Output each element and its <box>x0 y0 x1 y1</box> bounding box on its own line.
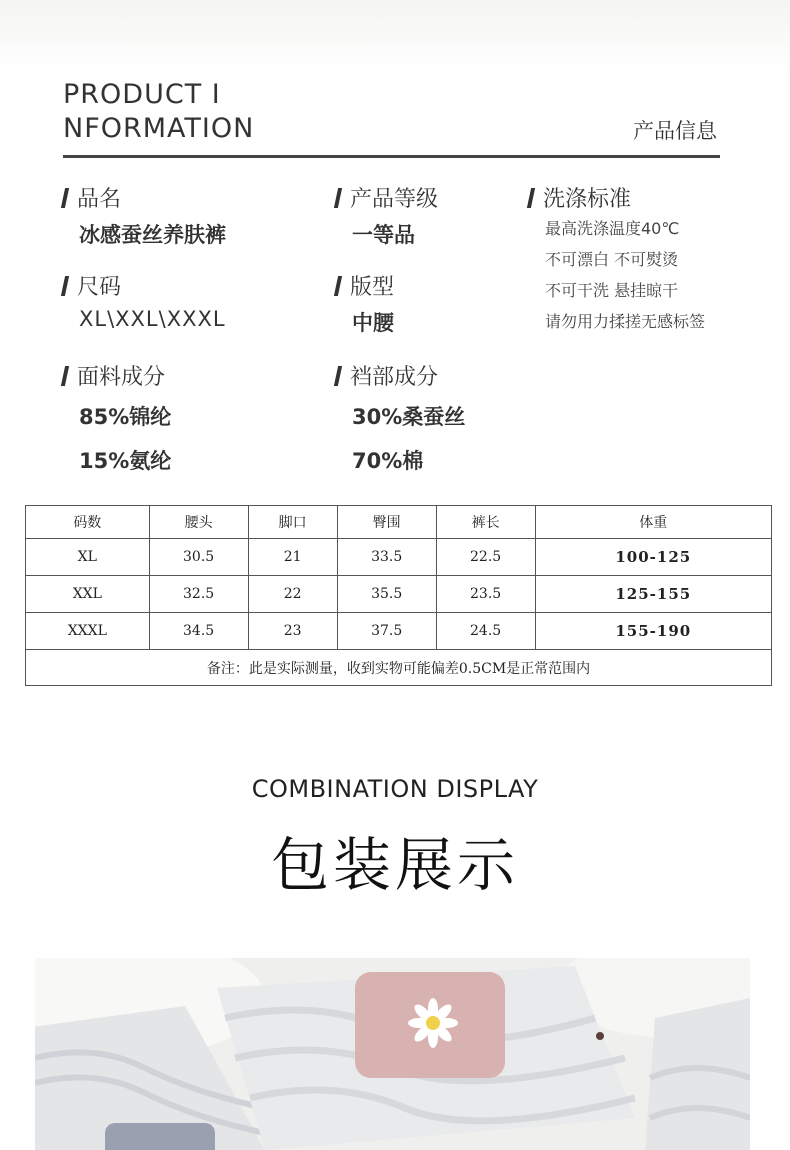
table-cell: XXL <box>26 576 150 613</box>
info-fabric <box>63 360 171 475</box>
table-note-row <box>26 650 772 686</box>
grade-value: 一等品 <box>352 223 415 247</box>
daisy-icon <box>408 998 458 1048</box>
table-row <box>26 613 772 650</box>
info-fit <box>336 270 394 337</box>
care-line: 不可漂白 不可熨烫 <box>545 250 679 269</box>
fit-value: 中腰 <box>352 311 394 335</box>
fit-label: 版型 <box>350 275 395 300</box>
care-line: 最高洗涤温度40℃ <box>545 219 680 238</box>
table-note: 备注：此是实际测量，收到实物可能偏差0.5CM是正常范围内 <box>26 650 772 686</box>
label-bar-icon <box>527 188 535 208</box>
crotch-value-2: 70%棉 <box>352 449 424 473</box>
table-cell: XXXL <box>26 613 150 650</box>
table-cell: XL <box>26 539 150 576</box>
table-header: 码数 <box>26 506 150 539</box>
label-bar-icon <box>61 366 69 386</box>
care-instructions <box>545 218 705 342</box>
info-grade <box>336 182 438 249</box>
info-crotch <box>336 360 465 475</box>
table-cell: 155-190 <box>535 613 771 650</box>
table-cell: 30.5 <box>149 539 248 576</box>
packaging-photo <box>35 958 750 1150</box>
combination-title-cn: 包装展示 <box>270 831 519 899</box>
size-label: 尺码 <box>77 275 122 300</box>
table-cell: 35.5 <box>337 576 436 613</box>
fabric-value-1: 85%锦纶 <box>79 405 172 429</box>
care-line: 不可干洗 悬挂晾干 <box>545 281 679 300</box>
table-cell: 23 <box>248 613 337 650</box>
table-cell: 22.5 <box>436 539 535 576</box>
table-cell: 32.5 <box>149 576 248 613</box>
table-cell: 125-155 <box>535 576 771 613</box>
table-row <box>26 539 772 576</box>
name-value: 冰感蚕丝养肤裤 <box>79 223 226 247</box>
crotch-label: 裆部成分 <box>350 365 439 390</box>
title-en-line2: NFORMATION <box>63 113 255 144</box>
label-bar-icon <box>334 366 342 386</box>
label-bar-icon <box>334 276 342 296</box>
table-cell: 100-125 <box>535 539 771 576</box>
table-row <box>26 576 772 613</box>
size-value: XL\XXL\XXXL <box>79 307 226 331</box>
table-cell: 23.5 <box>436 576 535 613</box>
info-size <box>63 270 226 331</box>
page-title-cn: 产品信息 <box>633 119 717 143</box>
care-line: 请勿用力揉搓无感标签 <box>545 312 706 331</box>
page-title-en <box>63 78 254 146</box>
info-care <box>529 182 631 213</box>
fabric-label: 面料成分 <box>77 365 166 390</box>
packaging-illustration <box>35 958 750 1150</box>
table-cell: 21 <box>248 539 337 576</box>
right-pouch <box>645 998 750 1150</box>
care-label: 洗涤标准 <box>543 187 632 212</box>
info-name <box>63 182 226 249</box>
title-en-line1: PRODUCT I <box>63 79 221 110</box>
table-cell: 34.5 <box>149 613 248 650</box>
table-header: 脚口 <box>248 506 337 539</box>
table-header: 裤长 <box>436 506 535 539</box>
grade-label: 产品等级 <box>350 187 439 212</box>
table-cell: 24.5 <box>436 613 535 650</box>
center-pouch <box>217 966 635 1150</box>
crotch-value-1: 30%桑蚕丝 <box>352 405 466 429</box>
fabric-value-2: 15%氨纶 <box>79 449 172 473</box>
table-header: 臀围 <box>337 506 436 539</box>
table-cell: 33.5 <box>337 539 436 576</box>
table-header-row <box>26 506 772 539</box>
size-table <box>25 505 772 686</box>
top-background <box>0 0 790 70</box>
table-cell: 37.5 <box>337 613 436 650</box>
header-divider <box>63 155 720 158</box>
combination-title-en: COMBINATION DISPLAY <box>251 775 539 803</box>
label-bar-icon <box>61 188 69 208</box>
table-header: 腰头 <box>149 506 248 539</box>
name-label: 品名 <box>77 187 122 212</box>
table-cell: 22 <box>248 576 337 613</box>
label-bar-icon <box>334 188 342 208</box>
label-bar-icon <box>61 276 69 296</box>
table-header: 体重 <box>535 506 771 539</box>
